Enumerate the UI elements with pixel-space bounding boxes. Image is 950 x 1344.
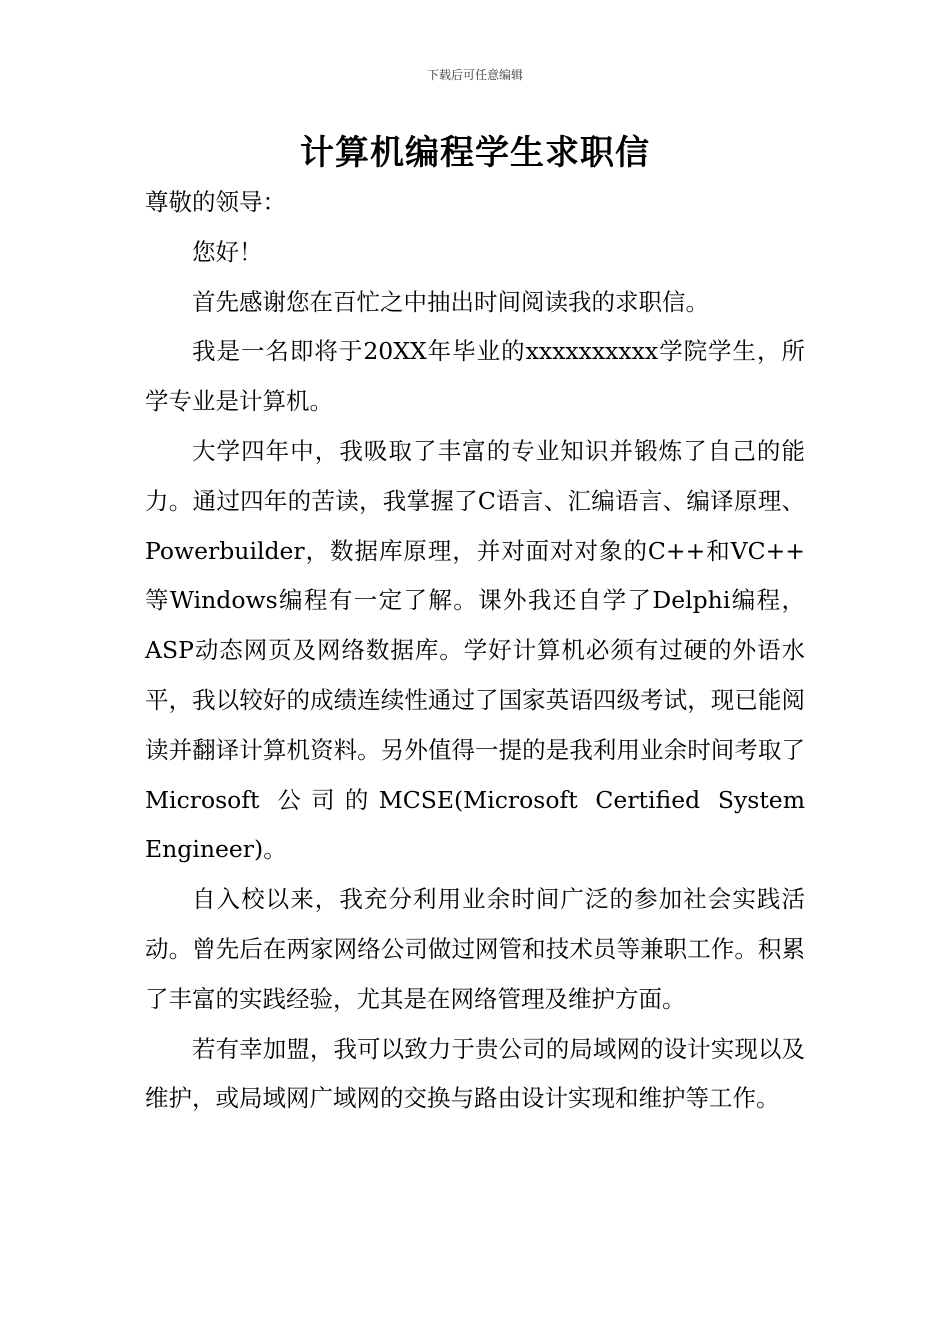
- paragraph-greeting: 您好！: [192, 237, 263, 266]
- header-note: 下载后可任意编辑: [426, 68, 523, 82]
- salutation: 尊敬的领导：: [145, 188, 286, 216]
- paragraph-goal: 若有幸加盟，我可以致力于贵公司的局域网的设计实现以及维护，或局域网广域网的交换与路由设计实现和维护等工作。: [145, 1034, 805, 1113]
- paragraph-skills: 大学四年中，我吸取了丰富的专业知识并锻炼了自己的能力。通过四年的苦读，我掌握了C语言、汇编语言、编译原理、Powerbuilder，数据库原理，并对面对对象的C++和VC++ 等Windows编程有一定了解。课外我还自学了Delphi编程，ASP动态网页及网络数据库。学好计算机必须有过硬的外语水平，我以较好的成绩连续性通过了国家英语四级考试，现已能阅读并翻译计算机资料。另外值得一提的是我利用业余时间考取了Microsoft 公司的MCSE(Microsoft Certified System Engineer)。: [145, 436, 805, 864]
- paragraph-thanks: 首先感谢您在百忙之中抽出时间阅读我的求职信。: [192, 287, 709, 316]
- document-title: 计算机编程学生求职信: [300, 133, 650, 173]
- paragraph-intro: 我是一名即将于20XX年毕业的xxxxxxxxxx学院学生，所学专业是计算机。: [145, 337, 805, 416]
- letter-body: [145, 178, 805, 1124]
- paragraph-experience: 自入校以来，我充分利用业余时间广泛的参加社会实践活动。曾先后在两家网络公司做过网管和技术员等兼职工作。积累了丰富的实践经验，尤其是在网络管理及维护方面。: [145, 885, 805, 1013]
